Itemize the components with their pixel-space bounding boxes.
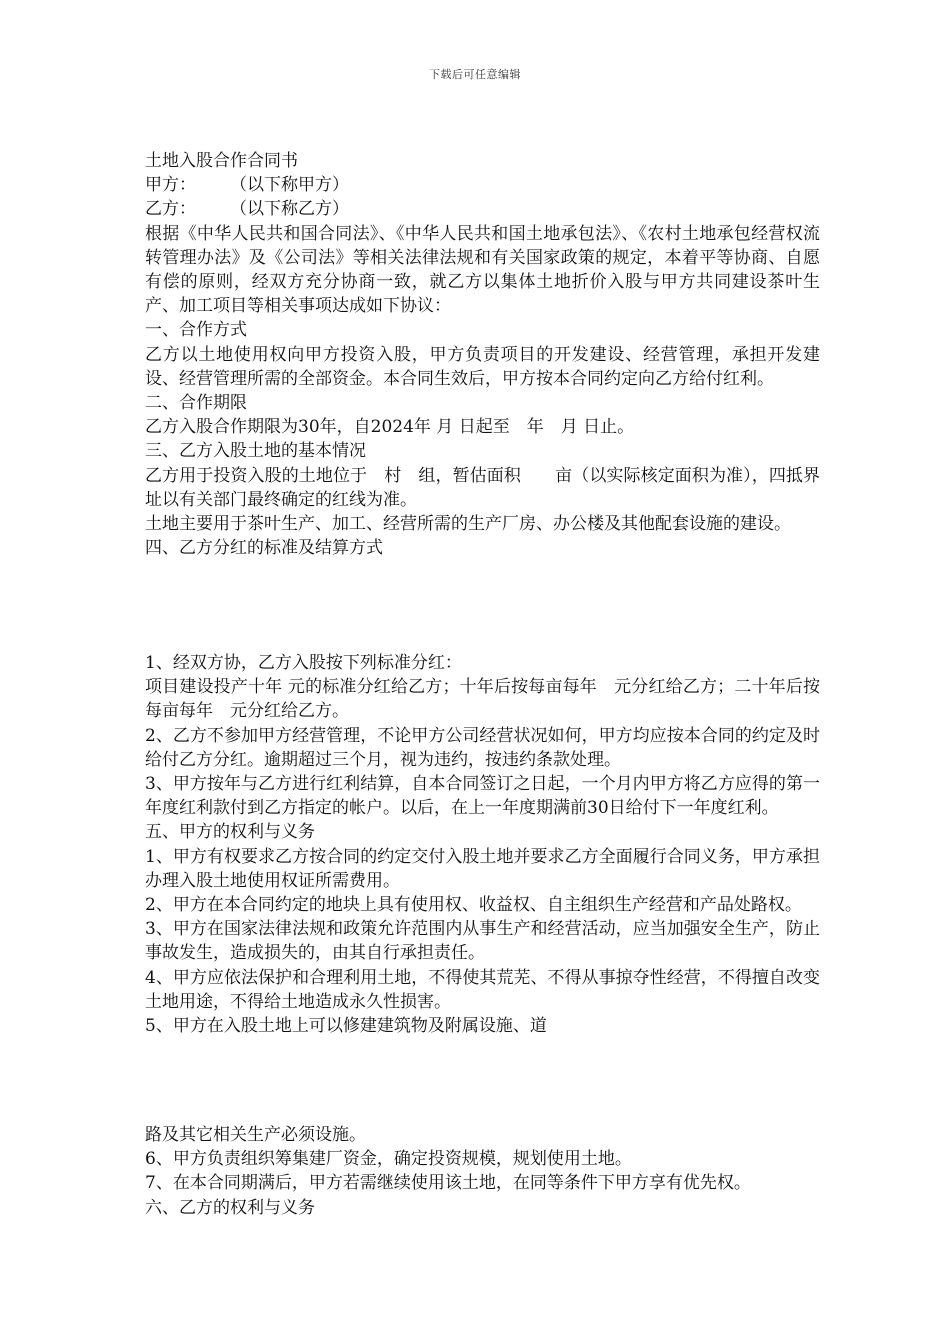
clause-party-a-4: 4、甲方应依法保护和合理利用土地，不得使其荒芜、不得从事掠夺性经营，不得擅自改变土地用途，不得给土地造成永久性损害。 bbox=[145, 967, 820, 1012]
section-heading-cooperation-method: 一、合作方式 bbox=[145, 320, 247, 341]
clause-party-a-5-start: 5、甲方在入股土地上可以修建建筑物及附属设施、道 bbox=[145, 1016, 547, 1037]
clause-party-a-6: 6、甲方负责组织筹集建厂资金，确定投资规模，规划使用土地。 bbox=[145, 1149, 632, 1170]
preamble-paragraph: 根据《中华人民共和国合同法》、《中华人民共和国土地承包法》、《农村土地承包经营权流转管理办法》及《公司法》等相关法律法规和有关国家政策的规定，本着平等协商、自愿有偿的原则，经双方充分协商一致，就乙方以集体土地折价入股与甲方共同建设茶叶生产、加工项目等相关事项达成如下协议： bbox=[145, 223, 820, 317]
paragraph-cooperation-period: 乙方入股合作期限为30年，自2024年 月 日起至 年 月 日止。 bbox=[145, 417, 635, 438]
party-a-line: 甲方： （以下称甲方） bbox=[145, 175, 349, 196]
paragraph-cooperation-method: 乙方以土地使用权向甲方投资入股，甲方负责项目的开发建设、经营管理，承担开发建设、经营管理所需的全部资金。本合同生效后，甲方按本合同约定向乙方给付红利。 bbox=[145, 344, 820, 389]
clause-party-a-1: 1、甲方有权要求乙方按合同的约定交付入股土地并要求乙方全面履行合同义务，甲方承担办理入股土地使用权证所需费用。 bbox=[145, 846, 820, 891]
document-title: 土地入股合作合同书 bbox=[145, 151, 298, 171]
clause-party-a-3: 3、甲方在国家法律法规和政策允许范围内从事生产和经营活动，应当加强安全生产，防止事故发生，造成损失的，由其自行承担责任。 bbox=[145, 919, 820, 964]
page-header-note: 下载后可任意编辑 bbox=[429, 68, 521, 81]
clause-party-a-2: 2、甲方在本合同约定的地块上具有使用权、收益权、自主组织生产经营和产品处路权。 bbox=[145, 895, 802, 916]
section-heading-cooperation-period: 二、合作期限 bbox=[145, 393, 247, 414]
paragraph-land-use: 土地主要用于茶叶生产、加工、经营所需的生产厂房、办公楼及其他配套设施的建设。 bbox=[145, 514, 791, 535]
section-heading-party-a-rights: 五、甲方的权利与义务 bbox=[145, 822, 315, 843]
clause-dividend-3: 3、甲方按年与乙方进行红利结算，自本合同签订之日起，一个月内甲方将乙方应得的第一年度红利款付到乙方指定的帐户。以后，在上一年度期满前30日给付下一年度红利。 bbox=[145, 774, 820, 819]
section-heading-dividend: 四、乙方分红的标准及结算方式 bbox=[145, 538, 383, 559]
section-heading-party-b-rights: 六、乙方的权利与义务 bbox=[145, 1197, 315, 1218]
clause-party-a-7: 7、在本合同期满后，甲方若需继续使用该土地，在同等条件下甲方享有优先权。 bbox=[145, 1173, 751, 1194]
clause-party-a-5-end: 路及其它相关生产必须设施。 bbox=[145, 1125, 366, 1145]
contract-body-section-2 bbox=[145, 651, 820, 1038]
section-heading-land-info: 三、乙方入股土地的基本情况 bbox=[145, 441, 366, 462]
contract-body-section-3 bbox=[145, 1123, 820, 1220]
clause-dividend-2: 2、乙方不参加甲方经营管理，不论甲方公司经营状况如何，甲方均应按本合同的约定及时给付乙方分红。逾期超过三个月，视为违约，按违约条款处理。 bbox=[145, 725, 820, 770]
contract-body-section-1 bbox=[145, 149, 820, 560]
paragraph-land-location: 乙方用于投资入股的土地位于 村 组，暂估面积 亩（以实际核定面积为准），四抵界址以有关部门最终确定的红线为准。 bbox=[145, 465, 820, 510]
paragraph-dividend-standard: 项目建设投产十年 元的标准分红给乙方；十年后按每亩每年 元分红给乙方；二十年后按每亩每年 元分红给乙方。 bbox=[145, 677, 820, 722]
party-b-line: 乙方： （以下称乙方） bbox=[145, 199, 349, 220]
clause-dividend-1: 1、经双方协，乙方入股按下列标准分红： bbox=[145, 653, 462, 673]
